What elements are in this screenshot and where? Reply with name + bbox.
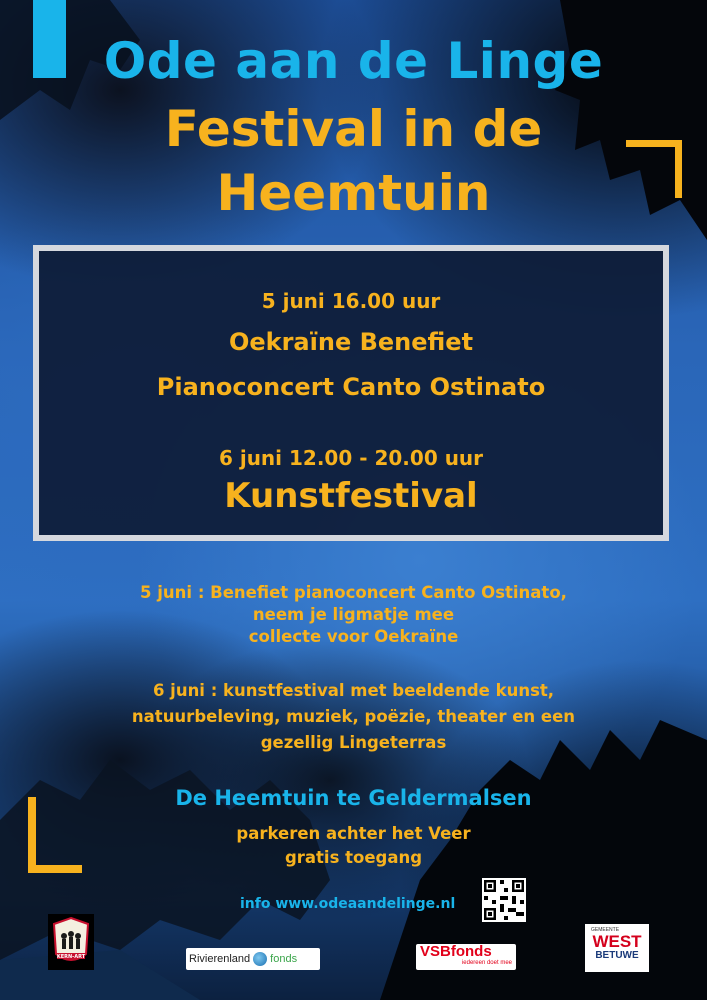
parking-info: parkeren achter het Veer [236,824,471,843]
details-line: neem je ligmatje mee [252,605,455,624]
details-line: 6 juni : kunstfestival met beeldende kunst, [152,681,555,700]
rivierenland-fonds-logo [186,948,320,970]
day2-details [0,680,707,754]
vsb-tagline: iedereen doet mee [461,960,512,966]
qr-code-icon[interactable] [482,878,526,922]
betuwe-label: BETUWE [595,950,639,961]
venue-name: De Heemtuin te Geldermalsen [175,786,532,810]
west-label: WEST [592,932,642,951]
poster-title: Ode aan de Linge [103,32,604,90]
gemeente-west-betuwe-logo [585,924,649,972]
details-line: collecte voor Oekraïne [248,627,459,646]
details-line: natuurbeleving, muziek, poëzie, theater en een [131,707,576,726]
day1-event-pianoconcert: Pianoconcert Canto Ostinato [156,373,546,401]
website-link[interactable]: info www.odeaandelinge.nl [240,896,456,912]
vsb-name: VSBfonds [420,943,492,960]
day1-event-benefiet: Oekraïne Benefiet [228,328,474,356]
day1-details [0,582,707,648]
rivierenland-name: Rivierenland [189,953,251,965]
details-line: 5 juni : Benefiet pianoconcert Canto Ostinato, [140,583,567,602]
details-line: gezellig Lingeterras [260,733,447,752]
rivierenland-suffix: fonds [270,953,298,965]
entry-info: gratis toegang [284,848,423,867]
program-box [33,245,669,541]
vsb-fonds-logo [416,944,516,970]
day1-time: 5 juni 16.00 uur [261,289,441,313]
subtitle-line-1: Festival in de [164,100,543,158]
globe-icon [253,952,267,966]
kern-art-logo [48,914,94,970]
gemeente-label: GEMEENTE [591,927,620,933]
kern-art-logo-text: KERN-ART [56,954,86,960]
day2-event-kunstfestival: Kunstfestival [224,476,478,516]
day2-time: 6 juni 12.00 - 20.00 uur [218,446,484,470]
venue-info [0,822,707,870]
subtitle-line-2: Heemtuin [216,164,491,222]
poster-subtitle [0,100,707,222]
